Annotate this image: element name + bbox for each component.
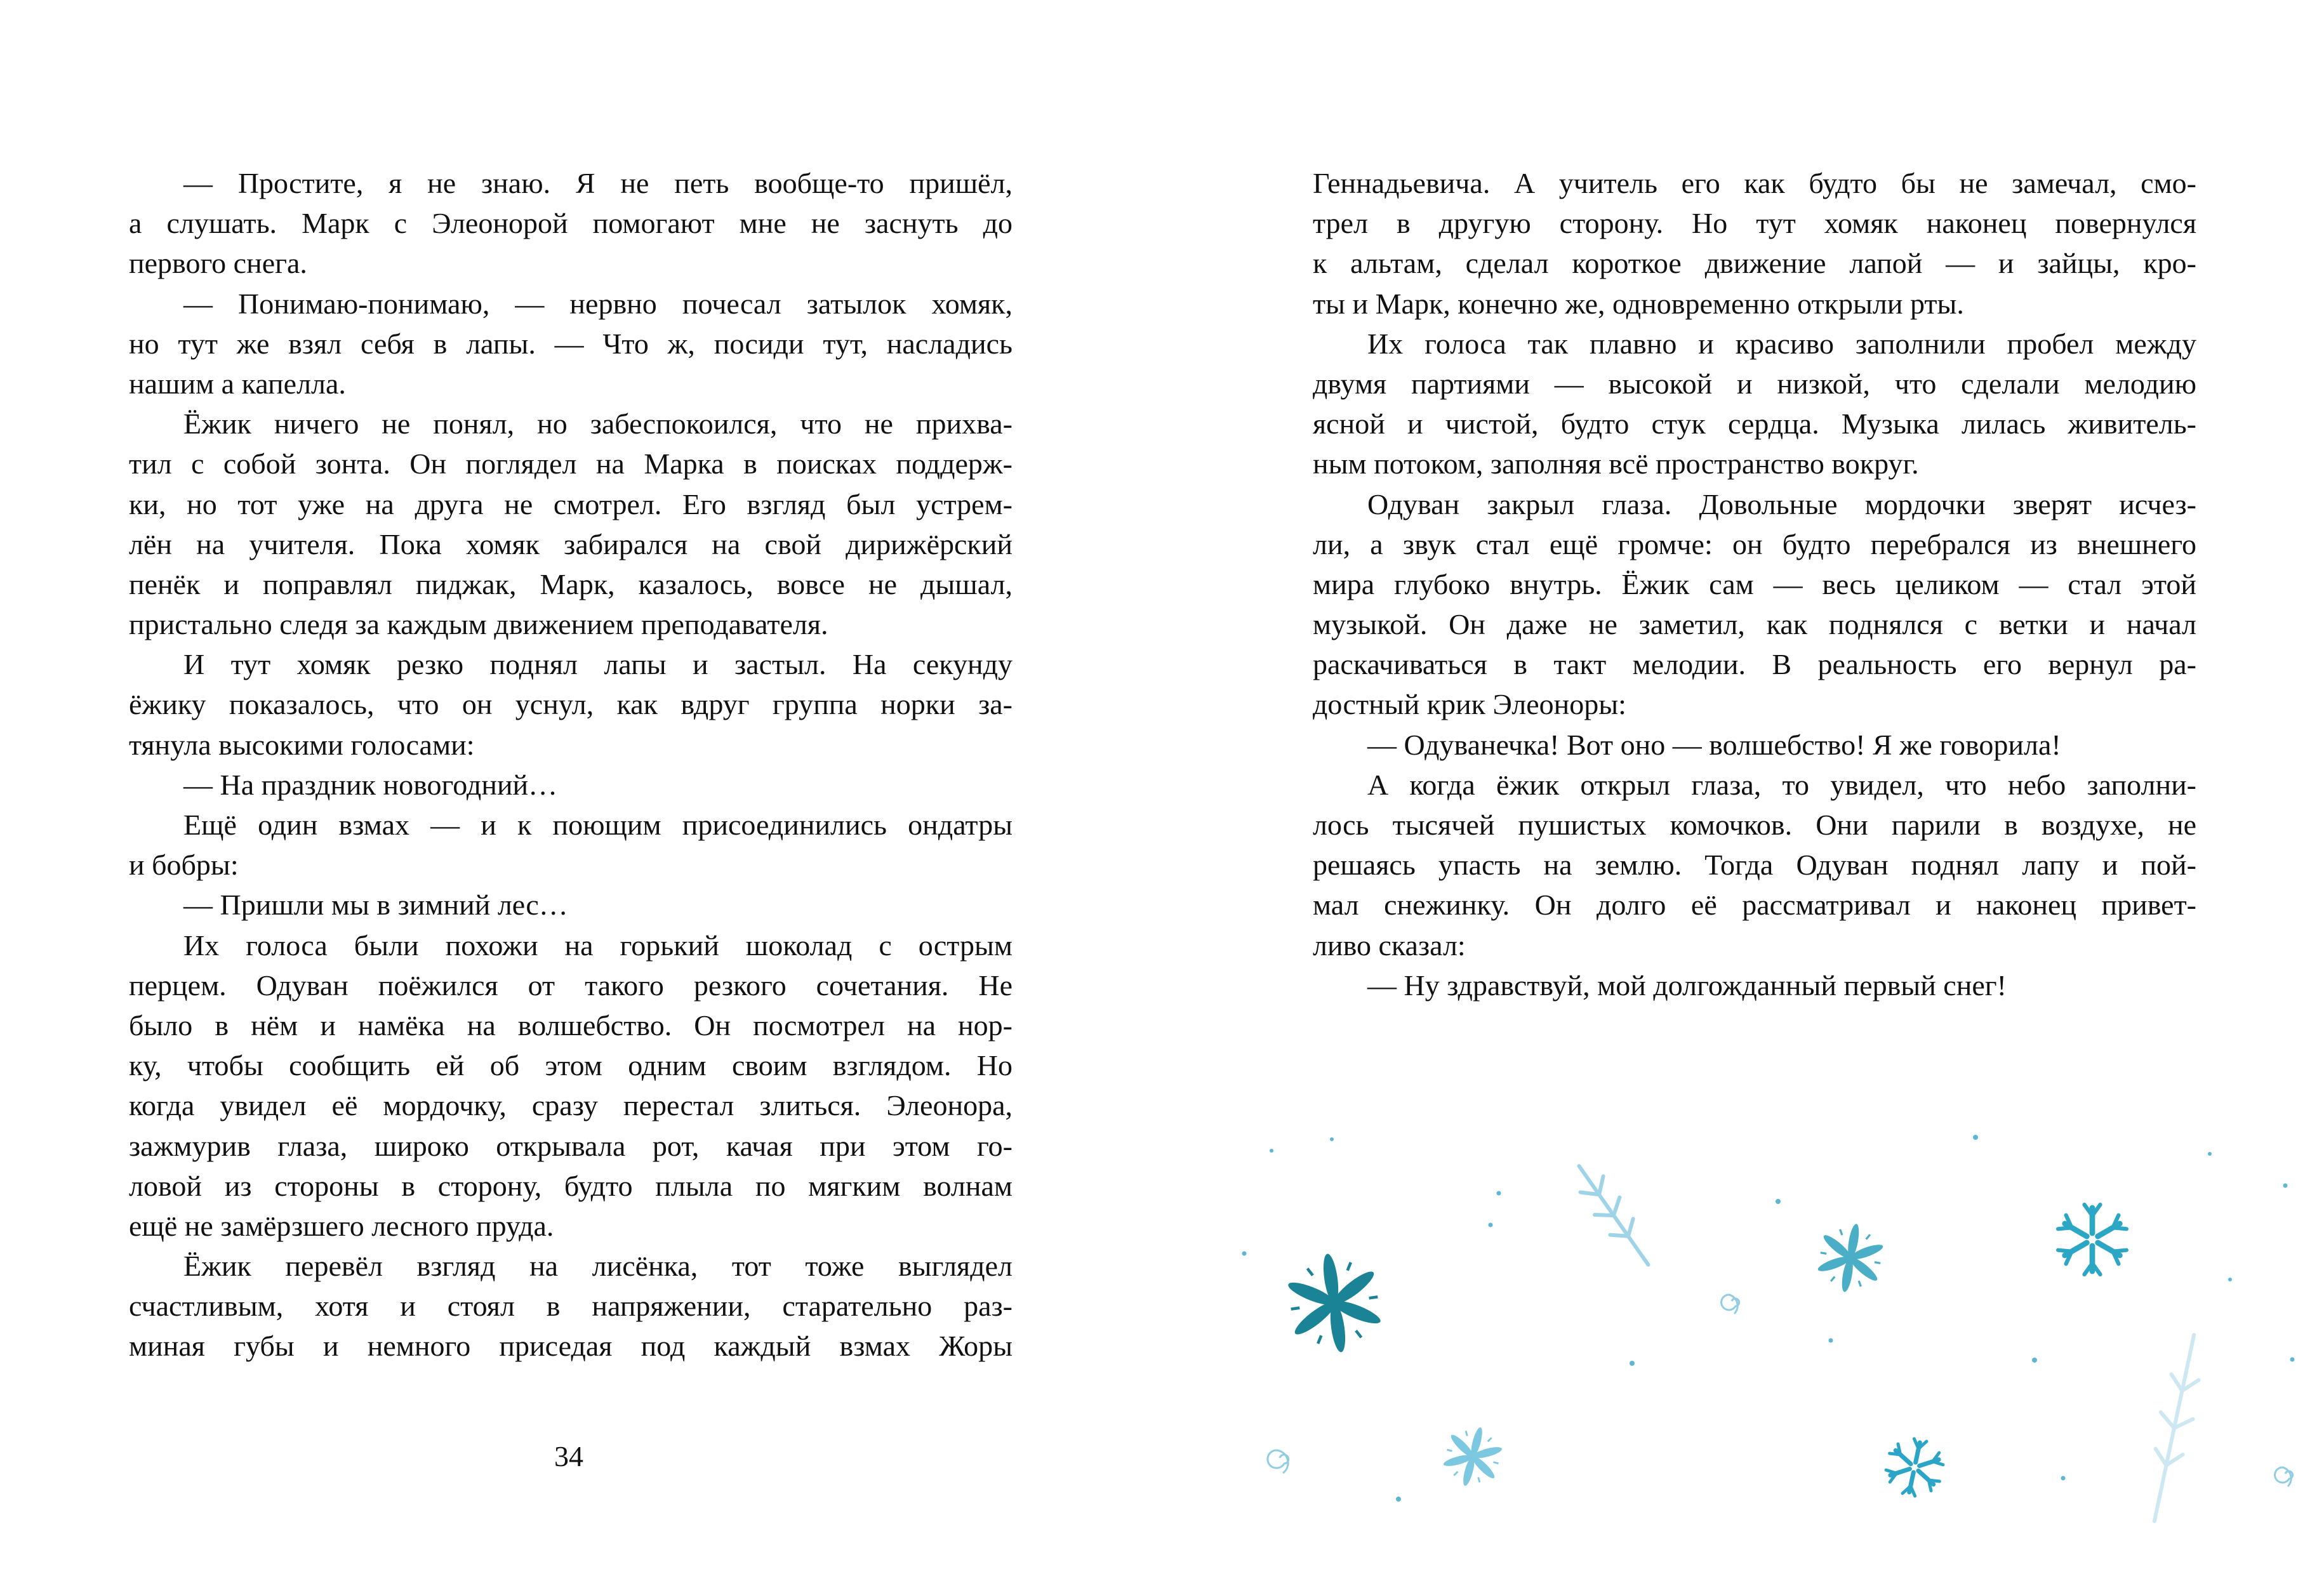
- text-line: достный крик Элеоноры:: [1313, 688, 1626, 721]
- text-line: — Простите, я не знаю. Я не петь вообще-то пришёл,: [183, 167, 1013, 199]
- right-page: [1162, 0, 2324, 1574]
- text-line: Их голоса были похожи на горький шоколад с острым: [183, 929, 1013, 962]
- text-line: ным потоком, заполняя всё пространство вокруг.: [1313, 447, 1919, 480]
- text-line: Одуван закрыл глаза. Довольные мордочки зверят исчез-: [1367, 487, 2196, 520]
- text-line: Ещё один взмах — и к поющим присоединились ондатры: [183, 809, 1013, 841]
- snow-dots: [1242, 1135, 2295, 1502]
- text-line: — Одуванечка! Вот оно — волшебство! Я же говорила!: [1367, 728, 2061, 761]
- text-line: зажмурив глаза, широко открывала рот, качая при этом го-: [129, 1129, 1013, 1162]
- swirl-icon: [1268, 1295, 2293, 1486]
- text-line: было в нём и намёка на волшебство. Он посмотрел на нор-: [129, 1009, 1013, 1042]
- right-page-text: [1313, 163, 2196, 1005]
- text-line: музыкой. Он даже не заметил, как поднялся с ветки и начал: [1313, 608, 2196, 641]
- text-line: а слушать. Марк с Элеонорой помогают мне не заснуть до: [129, 207, 1013, 240]
- snowflake-icon: [1438, 1420, 1508, 1493]
- text-line: И тут хомяк резко поднял лапы и застыл. На секунду: [183, 648, 1013, 681]
- text-line: ловой из стороны в сторону, будто плыла по мягким волнам: [129, 1169, 1013, 1202]
- text-line: но тут же взял себя в лапы. — Что ж, посиди тут, насладись: [129, 327, 1013, 360]
- text-line: ясной и чистой, будто стук сердца. Музыка лилась живитель-: [1313, 407, 2196, 440]
- text-line: пенёк и поправлял пиджак, Марк, казалось, вовсе не дышал,: [129, 567, 1013, 600]
- text-line: к альтам, сделал короткое движение лапой — и зайцы, кро-: [1313, 247, 2196, 280]
- text-line: — Пришли мы в зимний лес…: [183, 889, 568, 922]
- text-line: лось тысячей пушистых комочков. Они парили в воздухе, не: [1313, 809, 2196, 841]
- text-line: тянула высокими голосами:: [129, 728, 475, 761]
- text-line: решаясь упасть на землю. Тогда Одуван поднял лапу и пой-: [1313, 849, 2196, 882]
- text-line: — На праздник новогодний…: [183, 768, 558, 801]
- text-line: Ёжик перевёл взгляд на лисёнка, тот тоже выглядел: [183, 1250, 1013, 1283]
- text-line: Геннадьевича. А учитель его как будто бы не замечал, смо-: [1313, 167, 2196, 199]
- text-line: ливо сказал:: [1313, 929, 1466, 962]
- text-line: лён на учителя. Пока хомяк забирался на свой дирижёрский: [129, 527, 1013, 560]
- text-line: ёжику показалось, что он уснул, как вдруг группа норки за-: [129, 688, 1013, 721]
- text-line: тил с собой зонта. Он поглядел на Марка в поисках поддерж-: [129, 447, 1013, 480]
- text-line: ли, а звук стал ещё громче: он будто перебрался из внешнего: [1313, 527, 2196, 560]
- snowflake-icon: [2138, 1332, 2210, 1524]
- text-line: раскачиваться в такт мелодии. В реальность его вернул ра-: [1313, 648, 2196, 681]
- snowflake-icon: [1567, 1157, 1661, 1273]
- text-line: — Ну здравствуй, мой долгожданный первый снег!: [1367, 969, 2007, 1002]
- snowflake-icon: [2058, 1205, 2127, 1274]
- text-line: ты и Марк, конечно же, одновременно открыли рты.: [1313, 287, 1964, 320]
- text-line: Ёжик ничего не понял, но забеспокоился, что не прихва-: [183, 407, 1013, 440]
- snowflake-icon: [1813, 1219, 1889, 1298]
- text-line: ещё не замёрзшего лесного пруда.: [129, 1209, 554, 1242]
- snowflake-icon: [1882, 1434, 1948, 1500]
- text-line: когда увидел её мордочку, сразу перестал злиться. Элеонора,: [129, 1089, 1013, 1122]
- left-page-text: [129, 163, 1013, 1366]
- text-line: ки, но тот уже на друга не смотрел. Его взгляд был устрем-: [129, 487, 1013, 520]
- text-line: А когда ёжик открыл глаза, то увидел, что небо заполни-: [1367, 768, 2196, 801]
- snowflake-icon: [1282, 1247, 1387, 1358]
- text-line: перцем. Одуван поёжился от такого резкого сочетания. Не: [129, 969, 1013, 1002]
- text-line: трел в другую сторону. Но тут хомяк наконец повернулся: [1313, 207, 2196, 240]
- text-line: счастливым, хотя и стоял в напряжении, старательно раз-: [129, 1290, 1013, 1323]
- text-line: нашим а капелла.: [129, 367, 346, 400]
- text-line: мира глубоко внутрь. Ёжик сам — весь целиком — стал этой: [1313, 567, 2196, 600]
- text-line: — Понимаю-понимаю, — нервно почесал затылок хомяк,: [183, 287, 1013, 320]
- text-line: ку, чтобы сообщить ей об этом одним своим взглядом. Но: [129, 1049, 1013, 1082]
- text-line: Их голоса так плавно и красиво заполнили пробел между: [1367, 327, 2196, 360]
- text-line: миная губы и немного приседая под каждый взмах Жоры: [129, 1330, 1013, 1363]
- text-line: мал снежинку. Он долго её рассматривал и наконец привет-: [1313, 889, 2196, 922]
- text-line: и бобры:: [129, 849, 239, 882]
- text-line: двумя партиями — высокой и низкой, что сделали мелодию: [1313, 367, 2196, 400]
- text-line: первого снега.: [129, 247, 307, 280]
- page-number: 34: [554, 1440, 583, 1472]
- text-line: пристально следя за каждым движением преподавателя.: [129, 608, 828, 641]
